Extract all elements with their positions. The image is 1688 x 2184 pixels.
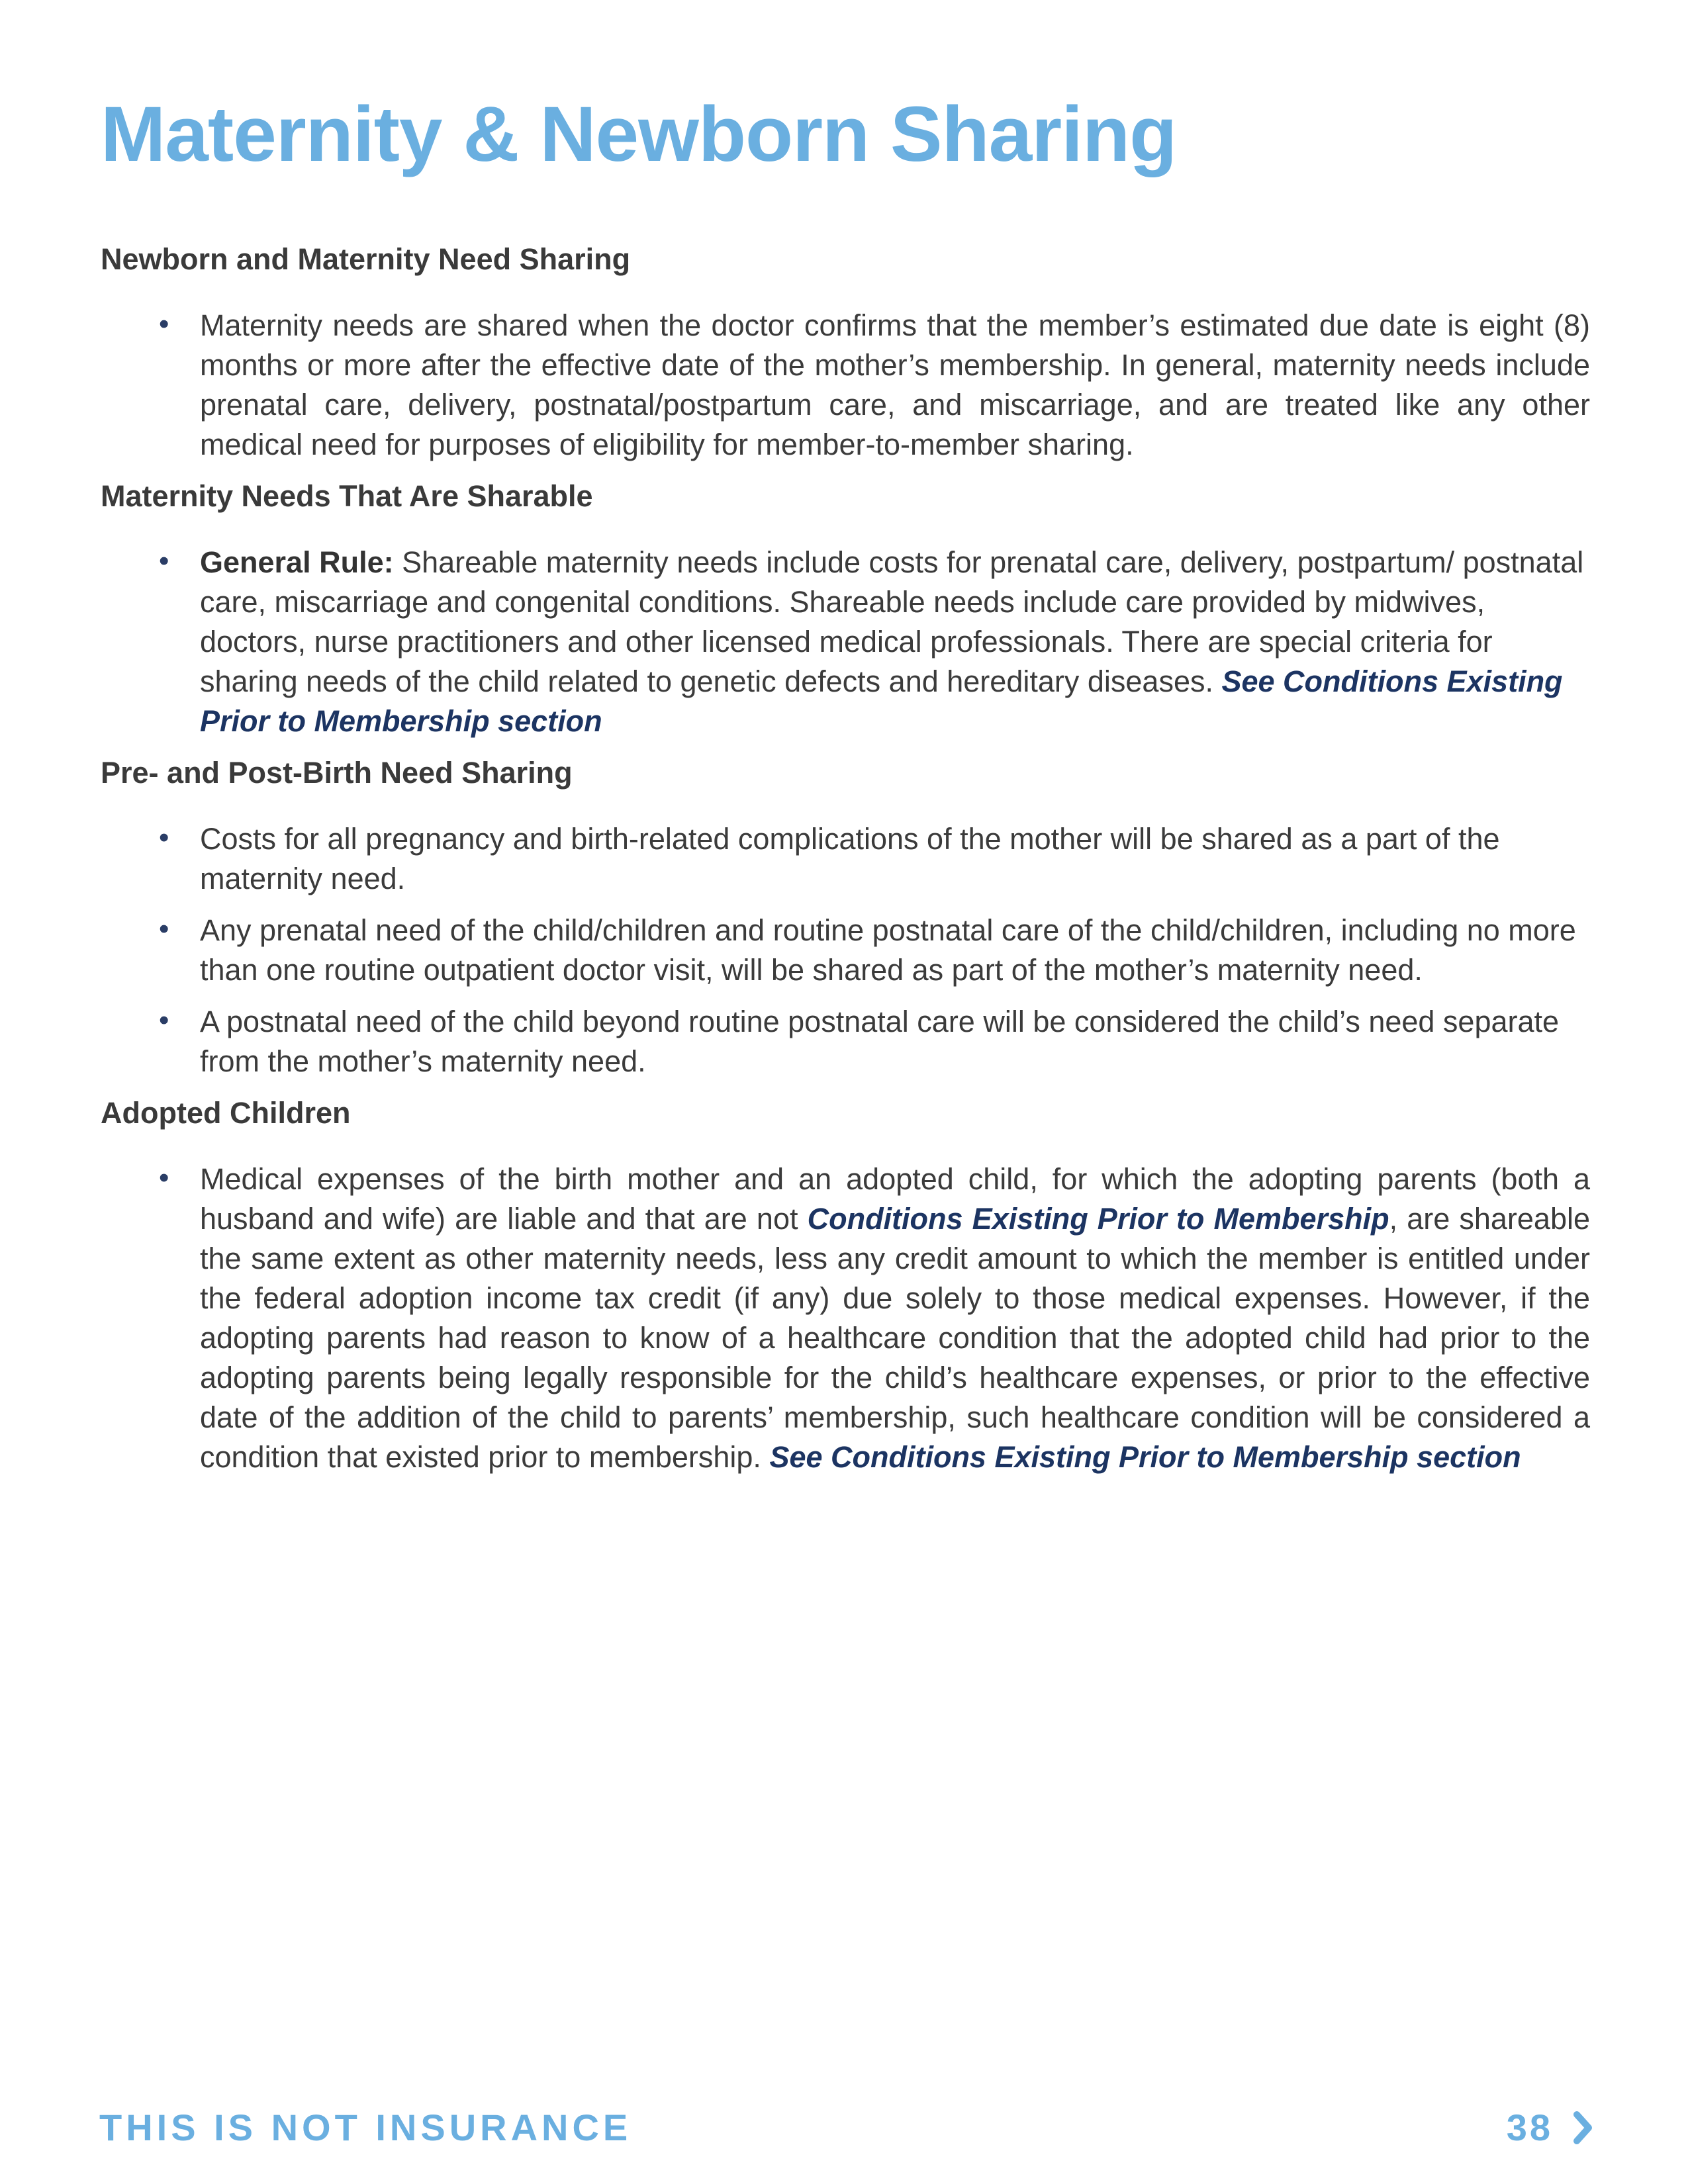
conditions-section-link[interactable]: See Conditions Existing Prior to Membership section <box>769 1440 1521 1474</box>
list-item <box>101 819 1590 899</box>
bullet-icon: • <box>159 1161 169 1194</box>
footer-disclaimer: THIS IS NOT INSURANCE <box>99 2107 632 2148</box>
newborn-list <box>101 306 1590 465</box>
adopted-list <box>101 1160 1590 1477</box>
conditions-section-link[interactable]: See Conditions Existing Prior to Membership section <box>200 664 1563 738</box>
bullet-text: Medical expenses of the birth mother and an adopted child, for which the adopting parents (both a husband and wife) are liable and that are not <box>200 1162 1590 1236</box>
list-item <box>101 306 1590 465</box>
sharable-list <box>101 543 1590 741</box>
list-item <box>101 543 1590 741</box>
section-heading-newborn: Newborn and Maternity Need Sharing <box>101 242 631 276</box>
bullet-icon: • <box>159 545 169 577</box>
bullet-text: Shareable maternity needs include costs for prenatal care, delivery, postpartum/ postnatal care, miscarriage and congenital conditions. Shareable needs include care provided by midwives, doctors, nurse practitioners and other licensed medical professionals. There are special criteria for sharing needs of the child related to genetic defects and hereditary diseases. <box>200 545 1584 698</box>
conditions-existing-link[interactable]: Conditions Existing Prior to Membership <box>807 1202 1389 1236</box>
bullet-text: Costs for all pregnancy and birth-related complications of the mother will be shared as a part of the maternity need. <box>200 822 1500 895</box>
page-title: Maternity & Newborn Sharing <box>101 91 1177 178</box>
list-item <box>101 1160 1590 1477</box>
chevron-right-icon[interactable] <box>1571 2111 1594 2145</box>
list-item <box>101 911 1590 990</box>
bullet-text: A postnatal need of the child beyond routine postnatal care will be considered the child’s need separate from the mother’s maternity need. <box>200 1005 1560 1078</box>
general-rule-label: General Rule: <box>200 545 394 579</box>
bullet-text: , are shareable the same extent as other maternity needs, less any credit amount to which the member is entitled under the federal adoption income tax credit (if any) due solely to those medical expenses. However, if the adopting parents had reason to know of a healthcare condition that the adopted child had prior to the adopting parents being legally responsible for the child’s healthcare expenses, or prior to the effective date of the addition of the child to parents’ membership, such healthcare condition will be considered a condition that existed prior to membership. <box>200 1202 1590 1474</box>
prepost-list <box>101 819 1590 1081</box>
list-item <box>101 1002 1590 1081</box>
bullet-icon: • <box>159 308 169 340</box>
bullet-text: Maternity needs are shared when the doctor confirms that the member’s estimated due date is eight (8) months or more after the effective date of the mother’s membership. In general, maternity needs include prenatal care, delivery, postnatal/postpartum care, and miscarriage, and are treated like any other medical need for purposes of eligibility for member-to-member sharing. <box>200 308 1590 461</box>
section-heading-adopted: Adopted Children <box>101 1096 351 1130</box>
bullet-icon: • <box>159 821 169 854</box>
section-heading-sharable: Maternity Needs That Are Sharable <box>101 479 593 513</box>
bullet-icon: • <box>159 1004 169 1036</box>
document-body <box>101 240 1590 1489</box>
bullet-icon: • <box>159 913 169 945</box>
footer-pagination <box>1507 2105 1594 2151</box>
page-number: 38 <box>1506 2107 1553 2148</box>
section-heading-prepost: Pre- and Post-Birth Need Sharing <box>101 756 573 790</box>
bullet-text: Any prenatal need of the child/children and routine postnatal care of the child/children, including no more than one routine outpatient doctor visit, will be shared as part of the mother’s maternity need. <box>200 913 1576 987</box>
